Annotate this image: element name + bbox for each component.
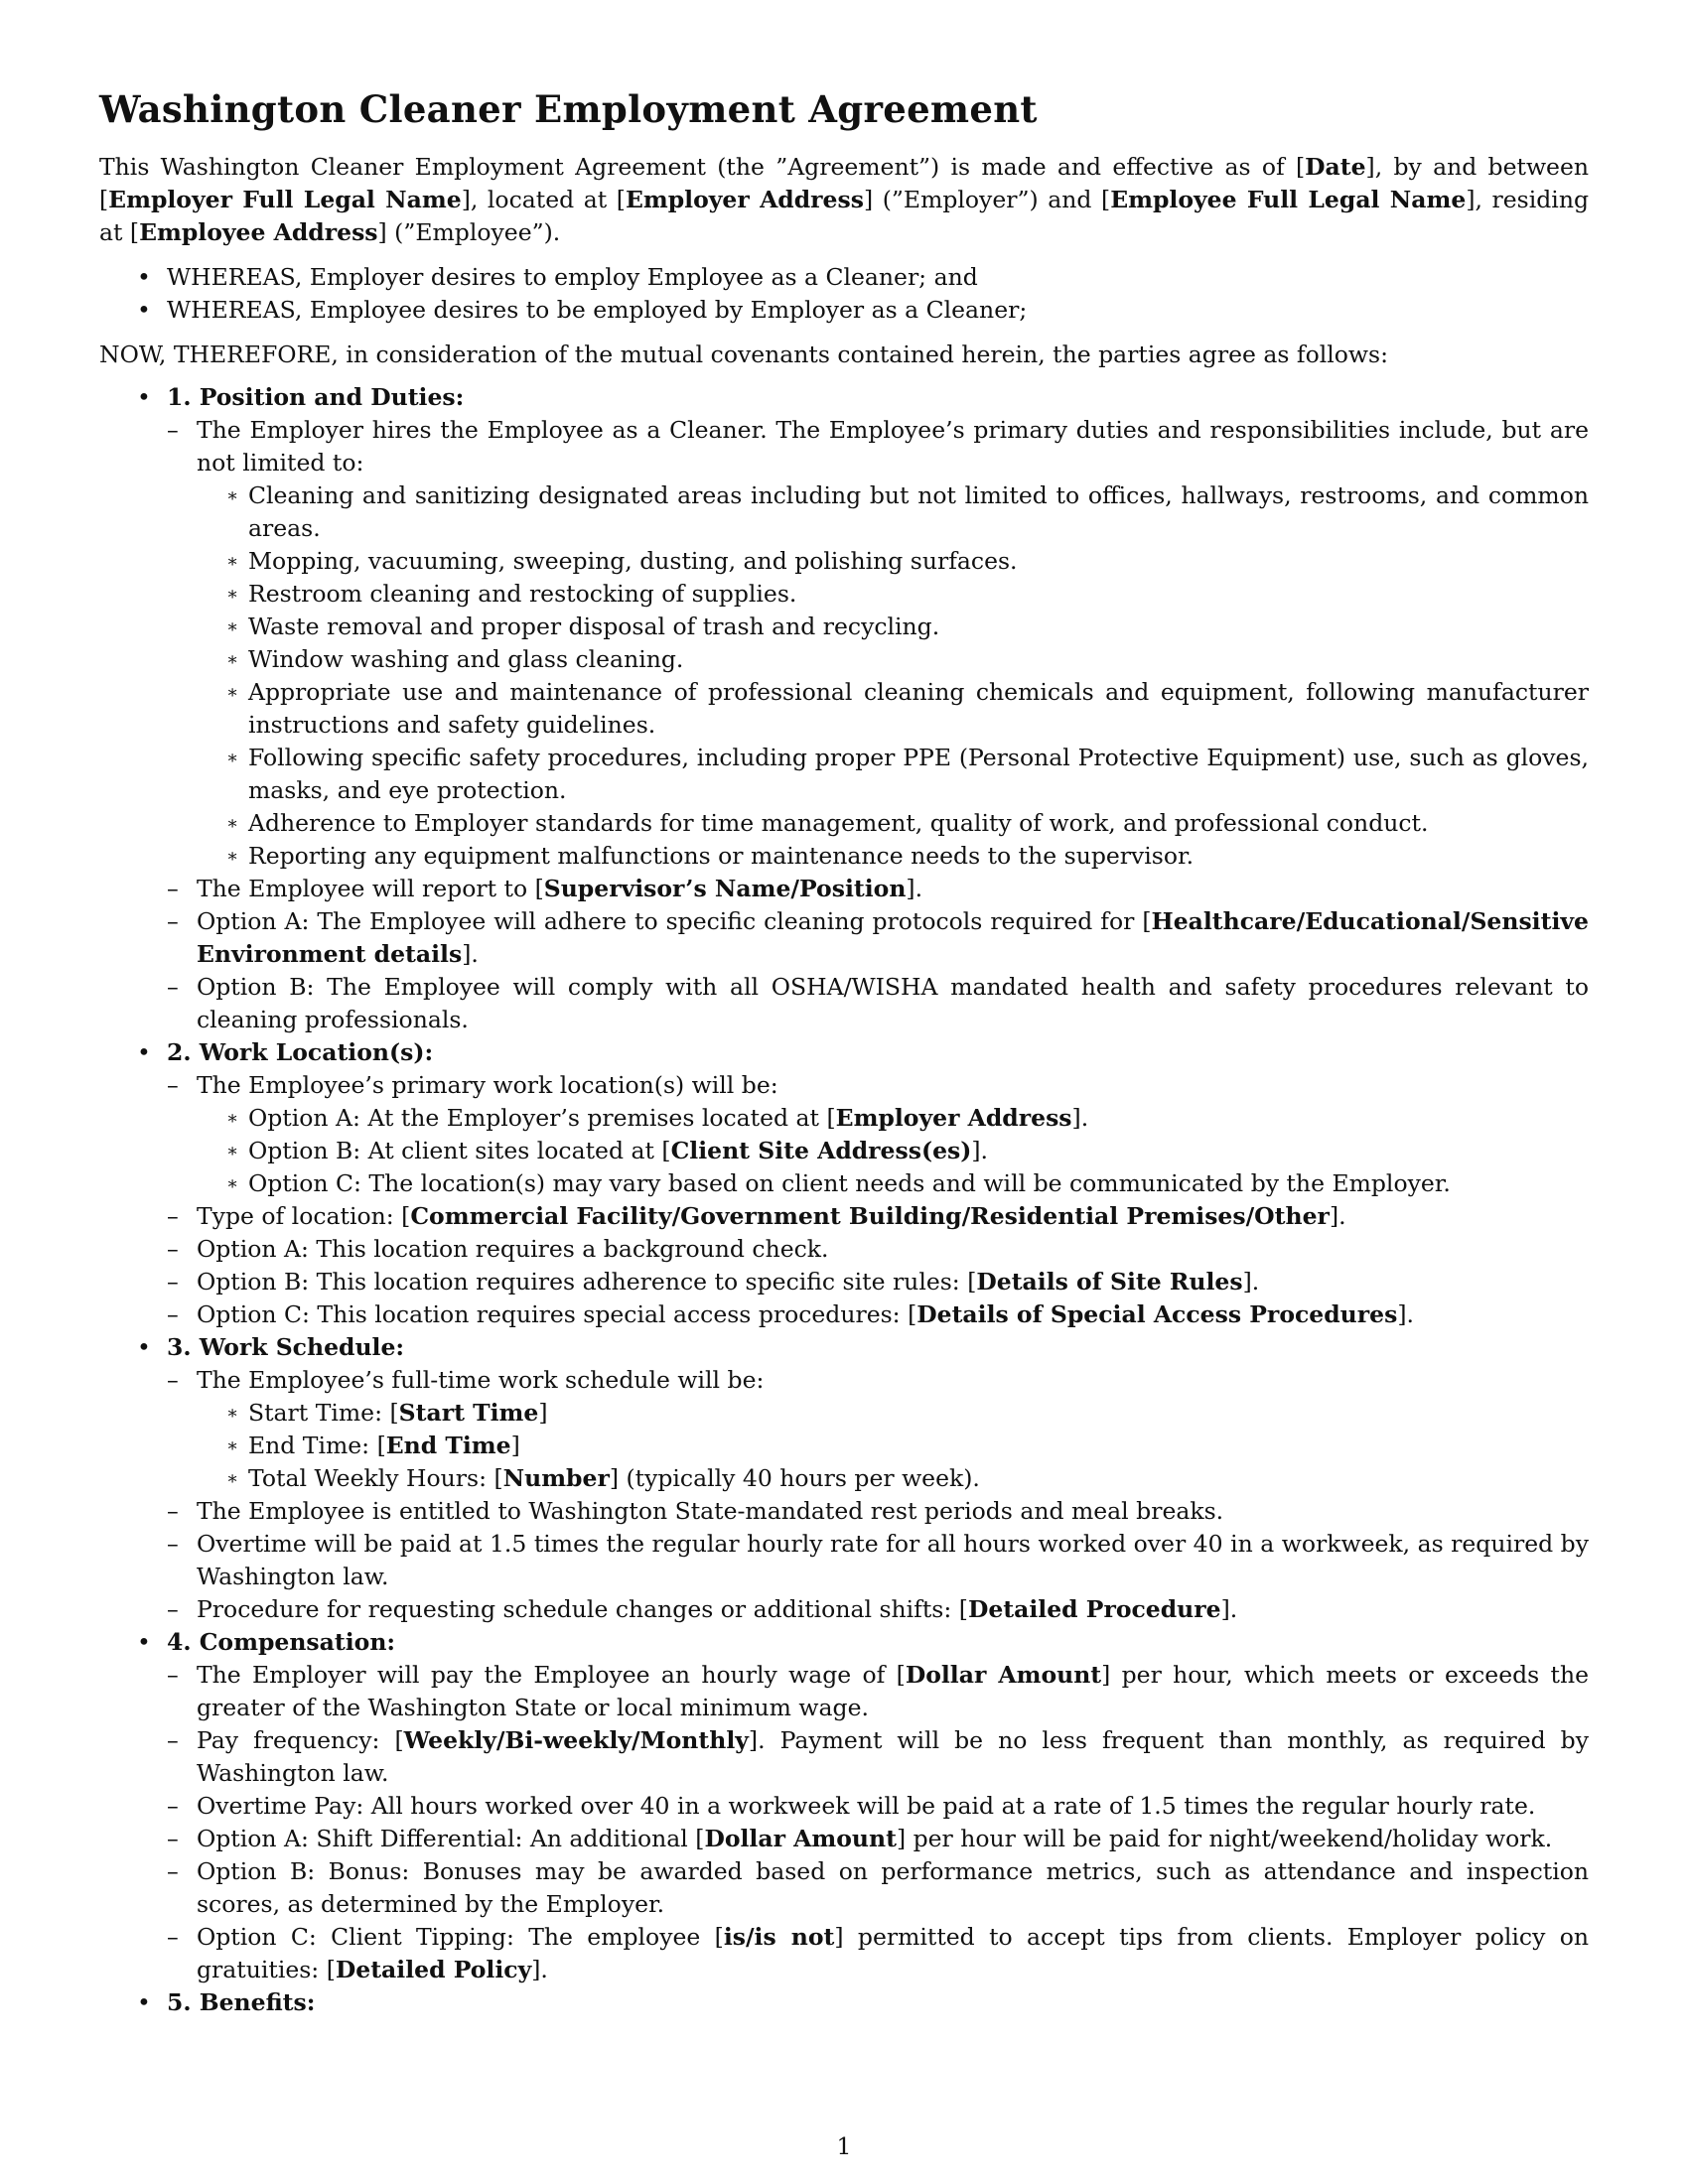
- start-time-placeholder: Start Time: [398, 1399, 539, 1427]
- dash-icon: –: [167, 1202, 179, 1230]
- item-text: The Employee’s full-time work schedule will be:: [197, 1366, 765, 1394]
- list-item: [167, 1200, 1589, 1233]
- client-site-placeholder: Client Site Address(es): [670, 1137, 972, 1164]
- dash-icon: –: [167, 973, 179, 1001]
- intro-text: ] (”Employee”).: [377, 218, 561, 246]
- whereas-item: [99, 294, 1589, 327]
- bullet-icon: •: [137, 1628, 151, 1656]
- duty-item: [197, 643, 1589, 676]
- asterisk-icon: ∗: [226, 1435, 239, 1456]
- duty-text: Waste removal and proper disposal of trash and recycling.: [248, 613, 940, 640]
- section-4-items: [167, 1659, 1589, 1986]
- item-text: Option C: Client Tipping: The employee [: [197, 1923, 724, 1951]
- sections-list: [99, 381, 1589, 2019]
- duty-text: Reporting any equipment malfunctions or maintenance needs to the supervisor.: [248, 842, 1195, 870]
- item-text: Option B: The Employee will comply with all OSHA/WISHA mandated health and safety procedures relevant to cleaning professionals.: [197, 973, 1589, 1033]
- section-4: [99, 1626, 1589, 1986]
- page-number: 1: [836, 2132, 852, 2160]
- site-rules-placeholder: Details of Site Rules: [976, 1268, 1243, 1296]
- locations-list: [197, 1102, 1589, 1200]
- bullet-icon: •: [137, 296, 151, 324]
- item-text: The Employer hires the Employee as a Cleaner. The Employee’s primary duties and responsibilities include, but are not limited to:: [197, 416, 1589, 477]
- duties-list: [197, 479, 1589, 873]
- now-therefore-paragraph: NOW, THEREFORE, in consideration of the mutual covenants contained herein, the parties agree as follows:: [99, 341, 1389, 368]
- item-text: ].: [1071, 1104, 1089, 1132]
- list-item: [167, 1233, 1589, 1266]
- schedule-item: [197, 1462, 1589, 1495]
- item-text: ].: [1220, 1595, 1238, 1623]
- item-text: Start Time: [: [248, 1399, 399, 1427]
- duty-item: [197, 611, 1589, 643]
- item-text: ].: [1329, 1202, 1346, 1230]
- item-text: ]. Payment will be no less frequent than monthly, as required by Washington law.: [197, 1726, 1589, 1787]
- section-5: [99, 1986, 1589, 2019]
- asterisk-icon: ∗: [226, 813, 239, 834]
- item-text: ] permitted to accept tips from clients. Employer policy on gratuities: [: [197, 1923, 1589, 1983]
- section-heading: 5. Benefits:: [167, 1988, 316, 2016]
- asterisk-icon: ∗: [226, 1468, 239, 1489]
- whereas-text: WHEREAS, Employer desires to employ Employee as a Cleaner; and: [167, 263, 978, 291]
- duty-text: Restroom cleaning and restocking of supplies.: [248, 580, 797, 608]
- tipping-placeholder: is/is not: [723, 1923, 835, 1951]
- item-text: Option B: At client sites located at [: [248, 1137, 671, 1164]
- duty-item: [197, 840, 1589, 873]
- list-item: [167, 873, 1589, 905]
- duty-item: [197, 578, 1589, 611]
- item-text: Option A: This location requires a background check.: [197, 1235, 829, 1263]
- dash-icon: –: [167, 1825, 179, 1852]
- section-heading: 1. Position and Duties:: [167, 383, 465, 411]
- intro-text: ], by and between [: [99, 153, 1590, 213]
- access-procedures-placeholder: Details of Special Access Procedures: [916, 1300, 1398, 1328]
- supervisor-placeholder: Supervisor’s Name/Position: [543, 875, 907, 902]
- differential-placeholder: Dollar Amount: [704, 1825, 897, 1852]
- asterisk-icon: ∗: [226, 616, 239, 637]
- list-item: [167, 1495, 1589, 1528]
- section-1: [99, 381, 1589, 1036]
- item-text: The Employer will pay the Employee an hourly wage of [: [197, 1661, 906, 1689]
- asterisk-icon: ∗: [226, 649, 239, 670]
- bullet-icon: •: [137, 1988, 151, 2016]
- section-1-items: [167, 414, 1589, 1036]
- list-item: [167, 1266, 1589, 1298]
- asterisk-icon: ∗: [226, 846, 239, 867]
- list-item: [167, 1593, 1589, 1626]
- employee-name-placeholder: Employee Full Legal Name: [1110, 186, 1467, 213]
- section-3: [99, 1331, 1589, 1626]
- section-2-items: [167, 1069, 1589, 1331]
- duty-text: Cleaning and sanitizing designated areas including but not limited to offices, hallways, restrooms, and common areas.: [248, 481, 1589, 542]
- item-text: Option C: The location(s) may vary based on client needs and will be communicated by the Employer.: [248, 1169, 1451, 1197]
- list-item: [167, 1855, 1589, 1921]
- list-item: [167, 905, 1589, 971]
- asterisk-icon: ∗: [226, 485, 239, 506]
- intro-text: This Washington Cleaner Employment Agreement (the ”Agreement”) is made and effective as of [: [99, 153, 1306, 181]
- asterisk-icon: ∗: [226, 584, 239, 605]
- dash-icon: –: [167, 875, 179, 902]
- item-text: Option B: This location requires adherence to specific site rules: [: [197, 1268, 977, 1296]
- end-time-placeholder: End Time: [385, 1432, 511, 1459]
- item-text: Total Weekly Hours: [: [248, 1464, 503, 1492]
- item-text: Option C: This location requires special access procedures: [: [197, 1300, 917, 1328]
- dash-icon: –: [167, 416, 179, 444]
- employer-address-placeholder: Employer Address: [835, 1104, 1072, 1132]
- location-item: [197, 1135, 1589, 1167]
- procedure-placeholder: Detailed Procedure: [967, 1595, 1221, 1623]
- list-item: [167, 1724, 1589, 1790]
- pay-frequency-placeholder: Weekly/Bi-weekly/Monthly: [403, 1726, 749, 1754]
- item-text: The Employee’s primary work location(s) will be:: [197, 1071, 778, 1099]
- dash-icon: –: [167, 1661, 179, 1689]
- dash-icon: –: [167, 1530, 179, 1558]
- asterisk-icon: ∗: [226, 748, 239, 768]
- item-text: The Employee is entitled to Washington State-mandated rest periods and meal breaks.: [197, 1497, 1224, 1525]
- item-text: Overtime will be paid at 1.5 times the regular hourly rate for all hours worked over 40 in a workweek, as required by Washington law.: [197, 1530, 1589, 1590]
- dash-icon: –: [167, 1366, 179, 1394]
- duty-item: [197, 676, 1589, 742]
- item-text: ]: [538, 1399, 548, 1427]
- intro-text: ], located at [: [461, 186, 626, 213]
- dash-icon: –: [167, 1235, 179, 1263]
- list-item: [167, 1659, 1589, 1724]
- item-text: ]: [510, 1432, 520, 1459]
- duty-text: Following specific safety procedures, including proper PPE (Personal Protective Equipment) use, such as gloves, masks, and eye protection.: [248, 744, 1589, 804]
- intro-text: ], residing at [: [99, 186, 1589, 246]
- dash-icon: –: [167, 1268, 179, 1296]
- hours-placeholder: Number: [502, 1464, 610, 1492]
- list-item: [167, 1528, 1589, 1593]
- employee-address-placeholder: Employee Address: [139, 218, 378, 246]
- intro-paragraph: [99, 151, 1589, 249]
- section-2: [99, 1036, 1589, 1331]
- list-item: [167, 1790, 1589, 1823]
- duty-item: [197, 807, 1589, 840]
- list-item: [167, 1364, 1589, 1495]
- list-item: [167, 414, 1589, 873]
- asterisk-icon: ∗: [226, 1403, 239, 1424]
- item-text: ].: [971, 1137, 989, 1164]
- duty-text: Mopping, vacuuming, sweeping, dusting, and polishing surfaces.: [248, 547, 1018, 575]
- duty-item: [197, 479, 1589, 545]
- item-text: ] per hour will be paid for night/weekend/holiday work.: [896, 1825, 1553, 1852]
- document-title: Washington Cleaner Employment Agreement: [99, 87, 1038, 131]
- item-text: Type of location: [: [197, 1202, 411, 1230]
- schedule-list: [197, 1397, 1589, 1495]
- location-type-placeholder: Commercial Facility/Government Building/Residential Premises/Other: [410, 1202, 1330, 1230]
- item-text: ].: [531, 1956, 548, 1983]
- section-heading: 3. Work Schedule:: [167, 1333, 405, 1361]
- list-item: [167, 1823, 1589, 1855]
- dash-icon: –: [167, 1726, 179, 1754]
- intro-text: ] (”Employer”) and [: [863, 186, 1111, 213]
- whereas-list: [99, 261, 1589, 327]
- asterisk-icon: ∗: [226, 1141, 239, 1161]
- list-item: [167, 1921, 1589, 1986]
- dash-icon: –: [167, 1595, 179, 1623]
- item-text: ].: [1397, 1300, 1414, 1328]
- dash-icon: –: [167, 1497, 179, 1525]
- dash-icon: –: [167, 1300, 179, 1328]
- item-text: Overtime Pay: All hours worked over 40 in a workweek will be paid at a rate of 1.5 times the regular hourly rate.: [197, 1792, 1536, 1820]
- document-page: [99, 85, 1589, 2019]
- date-placeholder: Date: [1305, 153, 1366, 181]
- gratuity-policy-placeholder: Detailed Policy: [335, 1956, 532, 1983]
- item-text: ].: [1242, 1268, 1260, 1296]
- duty-text: Window washing and glass cleaning.: [248, 645, 684, 673]
- asterisk-icon: ∗: [226, 1108, 239, 1129]
- bullet-icon: •: [137, 383, 151, 411]
- asterisk-icon: ∗: [226, 1173, 239, 1194]
- item-text: Option A: Shift Differential: An additional [: [197, 1825, 705, 1852]
- item-text: Procedure for requesting schedule changes or additional shifts: [: [197, 1595, 968, 1623]
- location-item: [197, 1167, 1589, 1200]
- item-text: The Employee will report to [: [197, 875, 544, 902]
- dash-icon: –: [167, 1857, 179, 1885]
- item-text: ].: [462, 940, 479, 968]
- asterisk-icon: ∗: [226, 551, 239, 572]
- whereas-text: WHEREAS, Employee desires to be employed by Employer as a Cleaner;: [167, 296, 1028, 324]
- dash-icon: –: [167, 907, 179, 935]
- duty-item: [197, 545, 1589, 578]
- dash-icon: –: [167, 1792, 179, 1820]
- schedule-item: [197, 1397, 1589, 1430]
- whereas-item: [99, 261, 1589, 294]
- item-text: Option A: The Employee will adhere to specific cleaning protocols required for [: [197, 907, 1152, 935]
- bullet-icon: •: [137, 1038, 151, 1066]
- employer-name-placeholder: Employer Full Legal Name: [108, 186, 462, 213]
- section-3-items: [167, 1364, 1589, 1626]
- dash-icon: –: [167, 1071, 179, 1099]
- section-heading: 2. Work Location(s):: [167, 1038, 434, 1066]
- list-item: [167, 971, 1589, 1036]
- duty-text: Appropriate use and maintenance of professional cleaning chemicals and equipment, following manufacturer instructions and safety guidelines.: [248, 678, 1589, 739]
- list-item: [167, 1069, 1589, 1200]
- dash-icon: –: [167, 1923, 179, 1951]
- duty-text: Adherence to Employer standards for time management, quality of work, and professional conduct.: [248, 809, 1429, 837]
- duty-item: [197, 742, 1589, 807]
- item-text: Pay frequency: [: [197, 1726, 404, 1754]
- schedule-item: [197, 1430, 1589, 1462]
- item-text: Option A: At the Employer’s premises located at [: [248, 1104, 836, 1132]
- item-text: ].: [906, 875, 923, 902]
- section-heading: 4. Compensation:: [167, 1628, 396, 1656]
- bullet-icon: •: [137, 263, 151, 291]
- environment-placeholder: Healthcare/Educational/Sensitive Environment details: [197, 907, 1589, 968]
- item-text: ] (typically 40 hours per week).: [609, 1464, 980, 1492]
- item-text: Option B: Bonus: Bonuses may be awarded based on performance metrics, such as attendance and inspection scores, as determined by the Employer.: [197, 1857, 1589, 1918]
- bullet-icon: •: [137, 1333, 151, 1361]
- item-text: ] per hour, which meets or exceeds the greater of the Washington State or local minimum wage.: [197, 1661, 1590, 1721]
- wage-placeholder: Dollar Amount: [905, 1661, 1102, 1689]
- asterisk-icon: ∗: [226, 682, 239, 703]
- employer-address-placeholder: Employer Address: [625, 186, 864, 213]
- item-text: End Time: [: [248, 1432, 386, 1459]
- location-item: [197, 1102, 1589, 1135]
- list-item: [167, 1298, 1589, 1331]
